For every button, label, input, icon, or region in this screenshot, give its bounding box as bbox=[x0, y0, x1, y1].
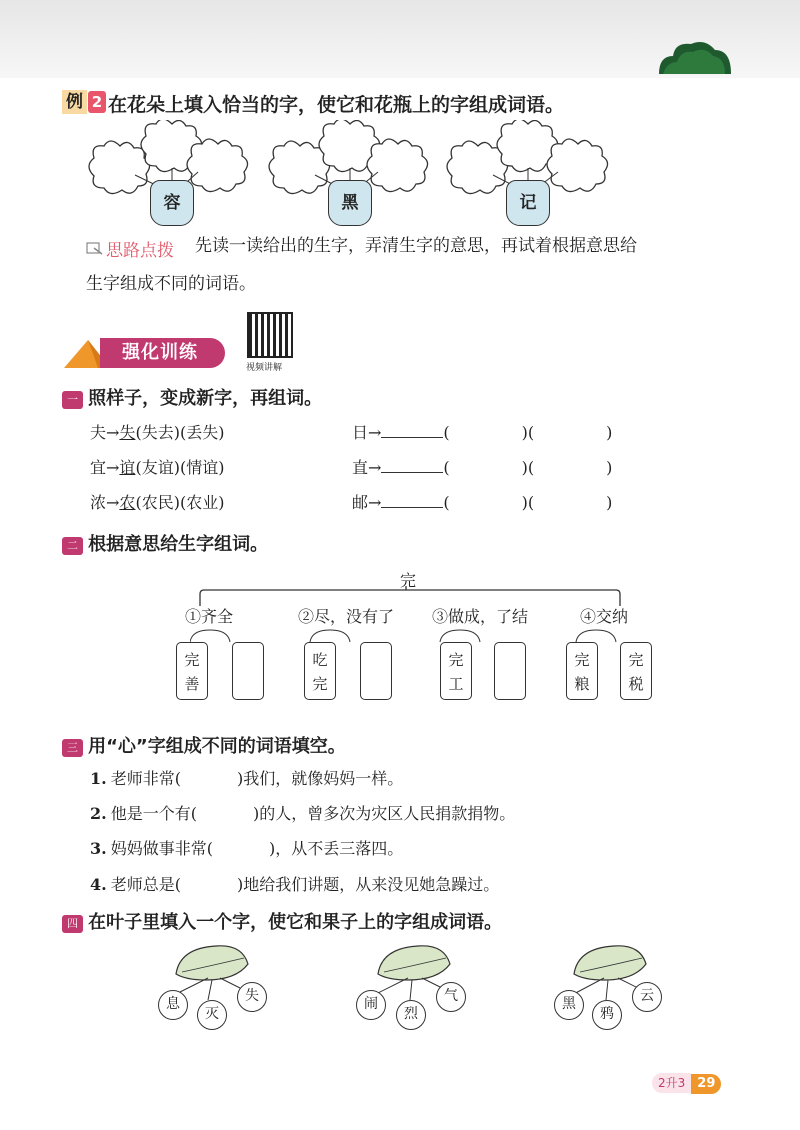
qr-code-icon[interactable] bbox=[247, 312, 293, 358]
leaf-3[interactable] bbox=[574, 946, 646, 980]
s1-task-row-2[interactable]: 直→ ( )( ) bbox=[352, 458, 613, 477]
fruit-3c: 云 bbox=[632, 982, 662, 1012]
s3-item-4[interactable]: 4. 老师总是( )地给我们讲题，从来没见她急躁过。 bbox=[90, 875, 500, 894]
card-filled-4: 完 粮 bbox=[566, 642, 598, 700]
tip-label: 思路点拨 bbox=[106, 241, 174, 261]
fruit-2c: 气 bbox=[436, 982, 466, 1012]
vase-3 bbox=[506, 180, 550, 226]
fruit-2a: 闹 bbox=[356, 990, 386, 1020]
section3-heading bbox=[62, 732, 346, 758]
section4-title: 在叶子里填入一个字，使它和果子上的字组成词语。 bbox=[88, 912, 503, 933]
fruit-1b: 灭 bbox=[197, 1000, 227, 1030]
s1-example-row-3: 浓→农(农民)(农业) bbox=[90, 493, 225, 512]
fruit-1a: 息 bbox=[158, 990, 188, 1020]
brace-lines bbox=[190, 586, 630, 608]
card-filled-4b: 完 税 bbox=[620, 642, 652, 700]
section2-heading bbox=[62, 530, 268, 556]
fruit-1c: 失 bbox=[237, 982, 267, 1012]
card-filled-1: 完 善 bbox=[176, 642, 208, 700]
section4-number: 四 bbox=[62, 915, 83, 933]
vase-char: 黑 bbox=[341, 193, 359, 213]
card-filled-3: 完 工 bbox=[440, 642, 472, 700]
section1-heading bbox=[62, 384, 322, 410]
section4-heading bbox=[62, 908, 502, 934]
meaning-1: ①齐全 bbox=[185, 607, 234, 626]
tip-text-line2: 生字组成不同的词语。 bbox=[86, 274, 256, 294]
card-empty-3[interactable] bbox=[494, 642, 526, 700]
page-number: 29 bbox=[691, 1074, 721, 1094]
card-empty-1[interactable] bbox=[232, 642, 264, 700]
section2-root-char: 完 bbox=[400, 571, 417, 590]
card-filled-2: 吃 完 bbox=[304, 642, 336, 700]
section2-number: 二 bbox=[62, 537, 83, 555]
meaning-2: ②尽，没有了 bbox=[298, 607, 395, 626]
fruit-3b: 鸦 bbox=[592, 1000, 622, 1030]
card-empty-2[interactable] bbox=[360, 642, 392, 700]
qr-label: 视频讲解 bbox=[246, 363, 283, 373]
vase-char: 记 bbox=[519, 193, 537, 213]
s1-example-row-1: 夫→失(失去)(丢失) bbox=[90, 423, 225, 442]
s3-item-3[interactable]: 3. 妈妈做事非常( )，从不丢三落四。 bbox=[90, 839, 404, 858]
leaf-1[interactable] bbox=[176, 946, 248, 980]
fruit-3a: 黑 bbox=[554, 990, 584, 1020]
example-number: 2 bbox=[88, 91, 106, 113]
leaf-2[interactable] bbox=[378, 946, 450, 980]
section3-title: 用“心”字组成不同的词语填空。 bbox=[88, 736, 346, 757]
example-label: 例 bbox=[62, 90, 87, 114]
s3-item-2[interactable]: 2. 他是一个有( )的人，曾多次为灾区人民捐款捐物。 bbox=[90, 804, 516, 823]
example-instruction: 在花朵上填入恰当的字，使它和花瓶上的字组成词语。 bbox=[108, 94, 565, 116]
tip-text-line1: 先读一读给出的生字，弄清生字的意思，再试着根据意思给 bbox=[195, 236, 637, 256]
s1-task-row-3[interactable]: 邮→ ( )( ) bbox=[352, 493, 613, 512]
s1-task-row-1[interactable]: 日→ ( )( ) bbox=[352, 423, 613, 442]
section2-title: 根据意思给生字组词。 bbox=[88, 534, 269, 555]
bush-decoration-icon bbox=[655, 36, 735, 76]
training-banner: 强化训练 bbox=[100, 338, 225, 368]
vase-1 bbox=[150, 180, 194, 226]
vase-char: 容 bbox=[163, 193, 181, 213]
section1-number: 一 bbox=[62, 391, 83, 409]
example-tag bbox=[62, 90, 106, 114]
tip-hand-icon bbox=[86, 240, 104, 256]
grade-label: 2升3 bbox=[652, 1073, 691, 1093]
fruit-2b: 烈 bbox=[396, 1000, 426, 1030]
vase-2 bbox=[328, 180, 372, 226]
meaning-branch-lines bbox=[190, 622, 630, 644]
section3-number: 三 bbox=[62, 739, 83, 757]
meaning-3: ③做成，了结 bbox=[432, 607, 529, 626]
s3-item-1[interactable]: 1. 老师非常( )我们，就像妈妈一样。 bbox=[90, 769, 404, 788]
s1-example-row-2: 宜→谊(友谊)(情谊) bbox=[90, 458, 225, 477]
meaning-4: ④交纳 bbox=[580, 607, 629, 626]
section1-title: 照样子，变成新字，再组词。 bbox=[88, 388, 323, 409]
page-badge bbox=[652, 1072, 721, 1094]
